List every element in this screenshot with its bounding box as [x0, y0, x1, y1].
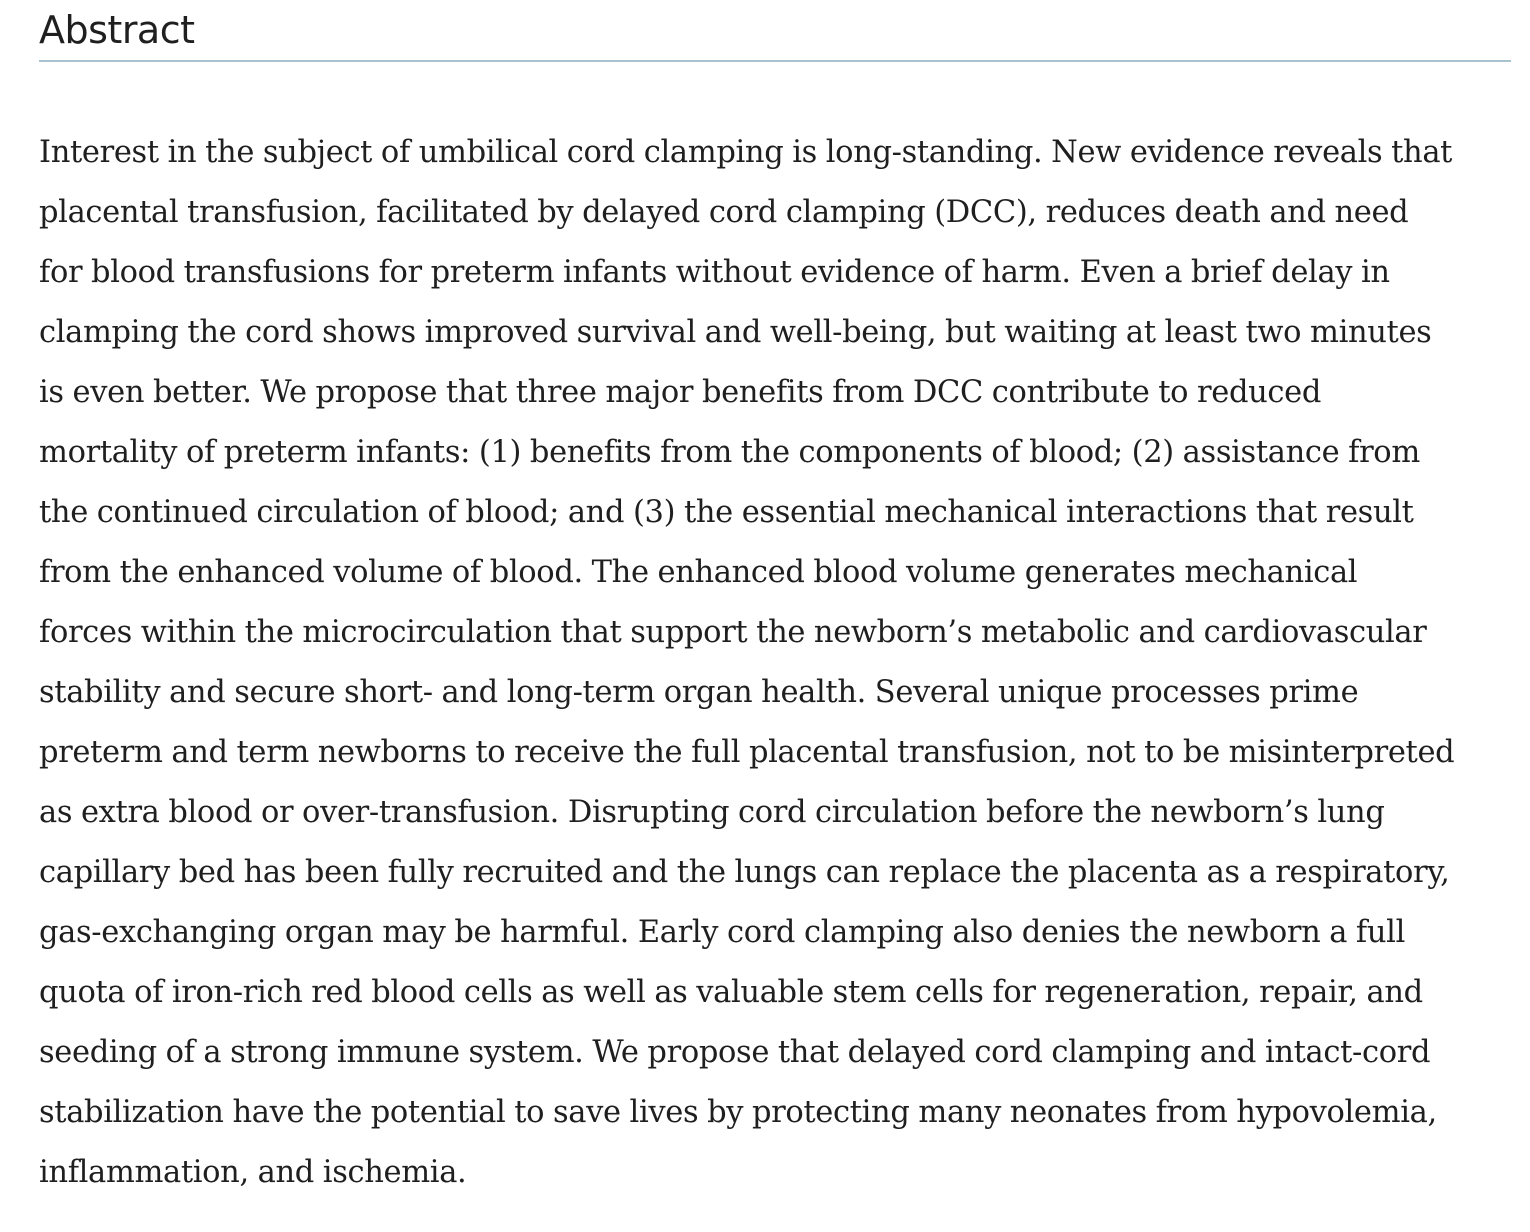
abstract-line: seeding of a strong immune system. We propose that delayed cord clamping and intact-cord: [39, 1035, 1431, 1070]
abstract-line: quota of iron-rich red blood cells as well as valuable stem cells for regeneration, repair, and: [39, 975, 1423, 1010]
abstract-line: gas-exchanging organ may be harmful. Early cord clamping also denies the newborn a full: [39, 915, 1405, 950]
abstract-line: capillary bed has been fully recruited and the lungs can replace the placenta as a respiratory,: [39, 855, 1450, 890]
abstract-line: as extra blood or over-transfusion. Disrupting cord circulation before the newborn’s lung: [39, 795, 1385, 830]
heading-divider: [39, 60, 1511, 62]
abstract-section: [39, 0, 1511, 1203]
abstract-body: [39, 123, 1511, 1203]
abstract-line: is even better. We propose that three major benefits from DCC contribute to reduced: [39, 375, 1322, 410]
abstract-line: inflammation, and ischemia.: [39, 1155, 467, 1190]
abstract-line: Interest in the subject of umbilical cord clamping is long-standing. New evidence reveals that: [39, 135, 1453, 170]
abstract-line: placental transfusion, facilitated by delayed cord clamping (DCC), reduces death and need: [39, 195, 1409, 230]
abstract-line: stability and secure short- and long-term organ health. Several unique processes prime: [39, 675, 1359, 710]
abstract-line: mortality of preterm infants: (1) benefits from the components of blood; (2) assistance from: [39, 435, 1420, 470]
abstract-line: preterm and term newborns to receive the full placental transfusion, not to be misinterpreted: [39, 735, 1455, 770]
abstract-line: clamping the cord shows improved survival and well-being, but waiting at least two minutes: [39, 315, 1432, 350]
abstract-line: the continued circulation of blood; and (3) the essential mechanical interactions that result: [39, 495, 1414, 530]
abstract-heading: Abstract: [39, 8, 195, 52]
abstract-line: for blood transfusions for preterm infants without evidence of harm. Even a brief delay in: [39, 255, 1390, 290]
abstract-line: forces within the microcirculation that support the newborn’s metabolic and cardiovascular: [39, 615, 1427, 650]
abstract-line: stabilization have the potential to save lives by protecting many neonates from hypovolemia,: [39, 1095, 1437, 1130]
abstract-line: from the enhanced volume of blood. The enhanced blood volume generates mechanical: [39, 555, 1358, 590]
